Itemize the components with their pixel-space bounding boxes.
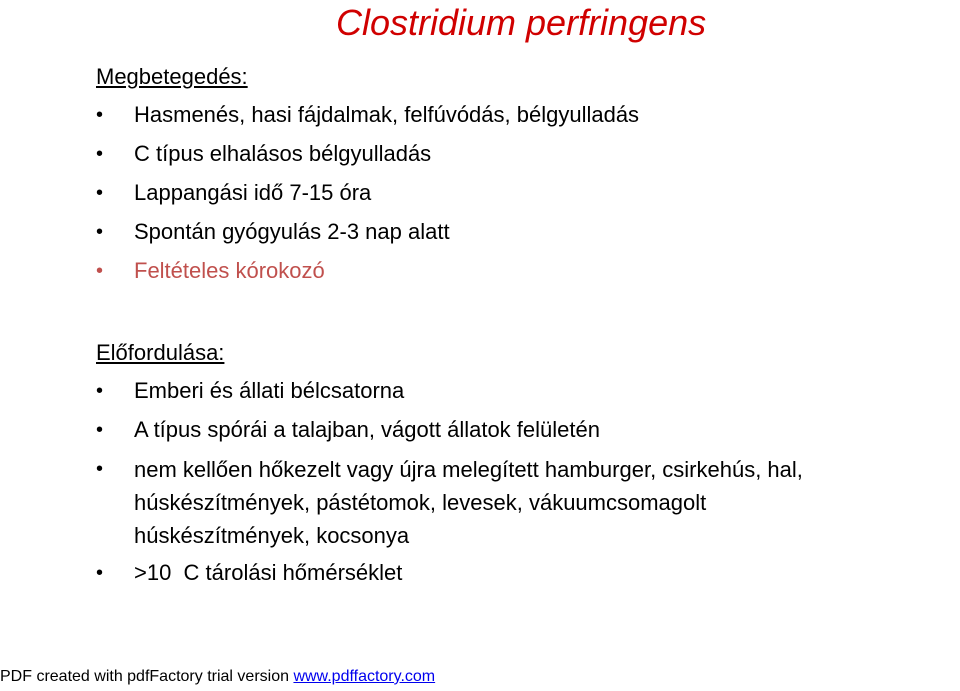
list-item bbox=[96, 375, 803, 414]
bullet-icon: • bbox=[96, 260, 104, 282]
bullet-icon: • bbox=[96, 458, 104, 480]
list-item-text: Feltételes kórokozó bbox=[134, 258, 325, 283]
slide-title: Clostridium perfringens bbox=[336, 2, 707, 43]
pdf-footer bbox=[0, 668, 435, 686]
list-item-line: húskészítmények, pástétomok, levesek, vákuumcsomagolt bbox=[134, 490, 707, 515]
bullet-icon: • bbox=[96, 182, 104, 204]
list-item-line: nem kellően hőkezelt vagy újra melegített hamburger, csirkehús, hal, bbox=[134, 457, 803, 482]
list-item bbox=[96, 138, 639, 177]
section-heading-disease: Megbetegedés: bbox=[96, 64, 248, 89]
disease-bullet-list bbox=[96, 99, 639, 294]
list-item-line: húskészítmények, kocsonya bbox=[134, 523, 410, 548]
list-item-text: Emberi és állati bélcsatorna bbox=[134, 378, 405, 403]
list-item bbox=[96, 557, 803, 596]
section-heading-occurrence: Előfordulása: bbox=[96, 340, 225, 365]
bullet-icon: • bbox=[96, 562, 104, 584]
occurrence-bullet-list bbox=[96, 375, 803, 596]
list-item-text: C típus elhalásos bélgyulladás bbox=[134, 141, 432, 166]
bullet-icon: • bbox=[96, 104, 104, 126]
bullet-icon: • bbox=[96, 221, 104, 243]
bullet-icon: • bbox=[96, 380, 104, 402]
list-item bbox=[96, 99, 639, 138]
footer-link[interactable]: www.pdffactory.com bbox=[293, 668, 436, 685]
list-item bbox=[96, 177, 639, 216]
list-item bbox=[96, 414, 803, 453]
list-item-text: Hasmenés, hasi fájdalmak, felfúvódás, bélgyulladás bbox=[134, 102, 640, 127]
bullet-icon: • bbox=[96, 419, 104, 441]
list-item-highlighted bbox=[96, 255, 639, 294]
list-item-text: Spontán gyógyulás 2-3 nap alatt bbox=[134, 219, 450, 244]
list-item bbox=[96, 453, 803, 552]
bullet-icon: • bbox=[96, 143, 104, 165]
list-item bbox=[96, 216, 639, 255]
list-item-text: Lappangási idő 7-15 óra bbox=[134, 180, 372, 205]
footer-text: PDF created with pdfFactory trial version bbox=[0, 668, 294, 685]
list-item-text: >10 C tárolási hőmérséklet bbox=[134, 560, 403, 585]
list-item-text: A típus spórái a talajban, vágott állatok felületén bbox=[134, 417, 600, 442]
